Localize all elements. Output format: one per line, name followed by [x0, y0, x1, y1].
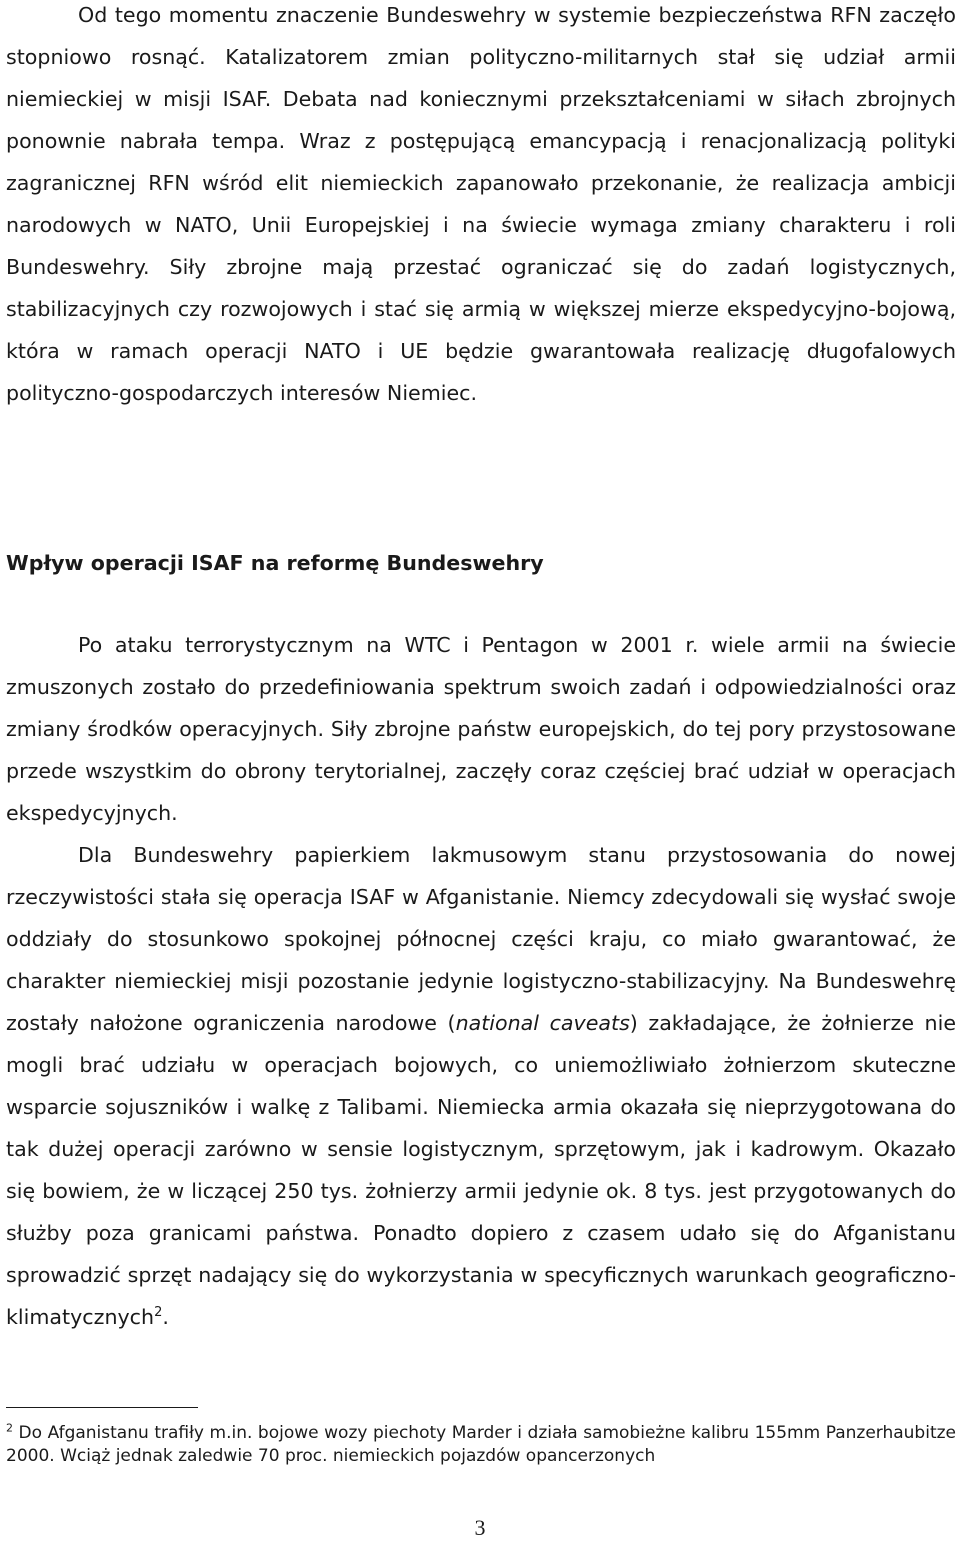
paragraph-text-part2: ) zakładające, że żołnierze nie mogli brać udziału w operacjach bojowych, co uniemożliwiało żołnierzom skuteczne wsparcie sojuszników i walkę z Talibami. Niemiecka armia okazała się nieprzygotowana do tak dużej operacji zarówno w sensie logistycznym, sprzętowym, jak i kadrowym. Okazało się bowiem, że w liczącej 250 tys. żołnierzy armii jedynie ok. 8 tys. jest przygotowanych do służby poza granicami państwa. Ponadto dopiero z czasem udało się do Afganistanu sprowadzić sprzęt nadający się do wykorzystania w specyficznych warunkach geograficzno-klimatycznych	[6, 1011, 956, 1329]
footnote-text: Do Afganistanu trafiły m.in. bojowe wozy piechoty Marder i działa samobieżne kalibru 155mm Panzerhaubitze 2000. Wciąż jednak zaledwie 70 proc. niemieckich pojazdów opancerzonych	[6, 1423, 956, 1466]
footnote-separator	[6, 1407, 198, 1408]
paragraph-bundeswehra-significance: Od tego momentu znaczenie Bundeswehry w systemie bezpieczeństwa RFN zaczęło stopniowo rosnąć. Katalizatorem zmian polityczno-militarnych stał się udział armii niemieckiej w misji ISAF. Debata nad koniecznymi przekształceniami w siłach zbrojnych ponownie nabrała tempa. Wraz z postępującą emancypacją i renacjonalizacją polityki zagranicznej RFN wśród elit niemieckich zapanowało przekonanie, że realizacja ambicji narodowych w NATO, Unii Europejskiej i na świecie wymaga zmiany charakteru i roli Bundeswehry. Siły zbrojne mają przestać ograniczać się do zadań logistycznych, stabilizacyjnych czy rozwojowych i stać się armią w większej mierze ekspedycyjno-bojową, która w ramach operacji NATO i UE będzie gwarantowała realizację długofalowych polityczno-gospodarczych interesów Niemiec.	[6, 3, 956, 405]
footnote-number: 2	[6, 1421, 13, 1435]
paragraph-after-wtc-attack: Po ataku terrorystycznym na WTC i Pentagon w 2001 r. wiele armii na świecie zmuszonych zostało do przedefiniowania spektrum swoich zadań i odpowiedzialności oraz zmiany środków operacyjnych. Siły zbrojne państw europejskich, do tej pory przystosowane przede wszystkim do obrony terytorialnej, zaczęły coraz częściej brać udział w operacjach ekspedycyjnych.	[6, 633, 956, 825]
italic-term-national-caveats: national caveats	[455, 1011, 630, 1035]
paragraph-end-punctuation: .	[162, 1305, 169, 1329]
paragraph-isaf-afghanistan	[6, 834, 956, 1338]
section-heading: Wpływ operacji ISAF na reformę Bundeswehry	[6, 551, 544, 575]
footnote	[6, 1422, 956, 1468]
footnote-reference[interactable]: 2	[154, 1305, 163, 1321]
page-number: 3	[474, 1515, 486, 1540]
paragraph-text-part1: Dla Bundeswehry papierkiem lakmusowym stanu przystosowania do nowej rzeczywistości stała się operacja ISAF w Afganistanie. Niemcy zdecydowali się wysłać swoje oddziały do stosunkowo spokojnej północnej części kraju, co miało gwarantować, że charakter niemieckiej misji pozostanie jedynie logistyczno-stabilizacyjny. Na Bundeswehrę zostały nałożone ograniczenia narodowe (	[6, 843, 956, 1035]
